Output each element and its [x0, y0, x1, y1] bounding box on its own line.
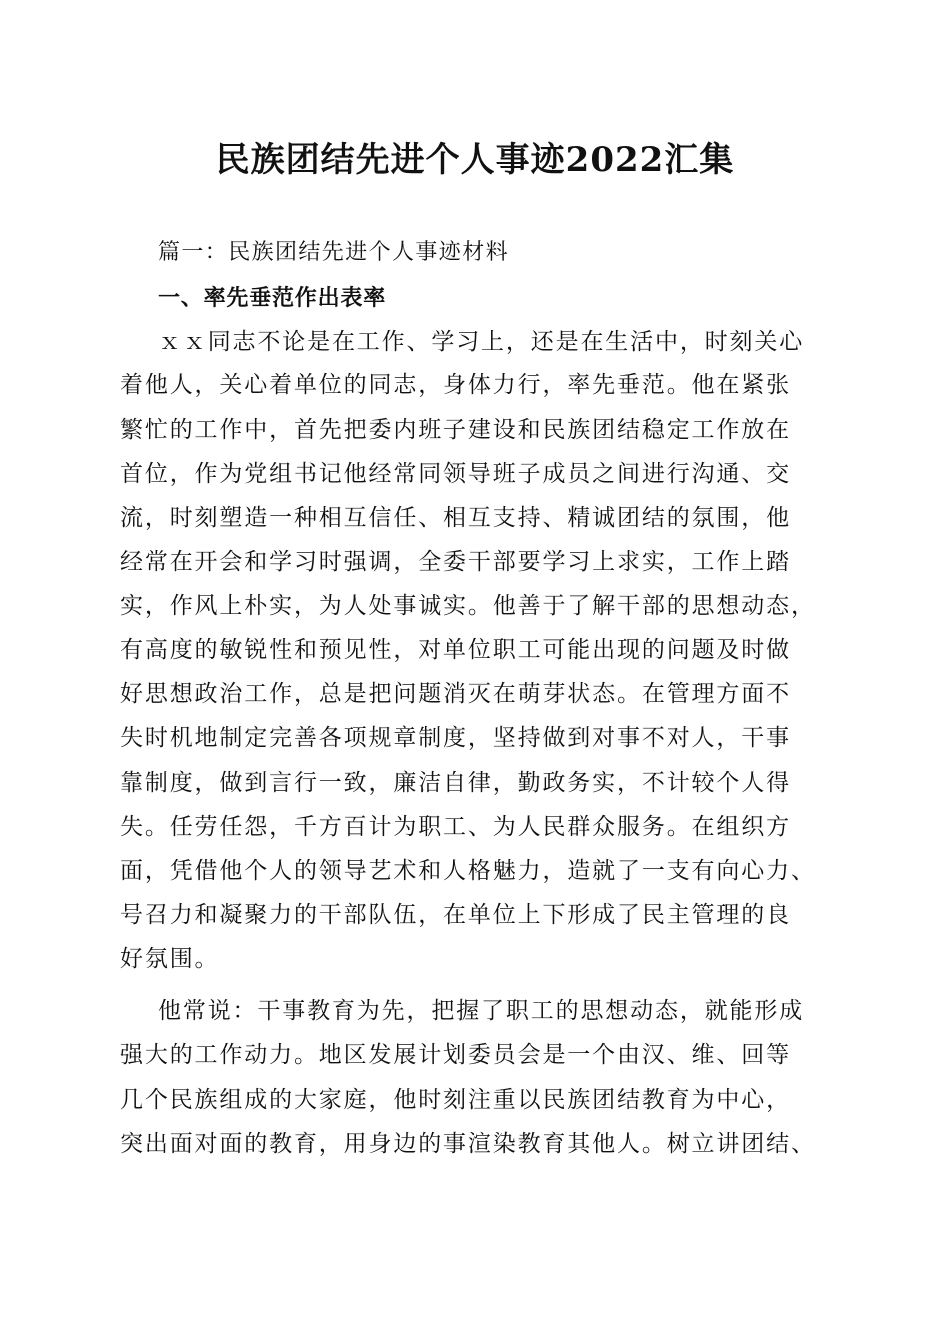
paragraph-line: 强大的工作动力。地区发展计划委员会是一个由汉、维、回等	[120, 1042, 791, 1068]
paragraph-line: 面，凭借他个人的领导艺术和人格魅力，造就了一支有向心力、	[120, 858, 816, 884]
paragraph-line: 首位，作为党组书记他经常同领导班子成员之间进行沟通、交	[120, 461, 791, 487]
paragraph-line: 突出面对面的教育，用身边的事渲染教育其他人。树立讲团结、	[120, 1131, 816, 1157]
paragraph-line: 有高度的敏锐性和预见性，对单位职工可能出现的问题及时做	[120, 637, 791, 663]
paragraph-line: 他常说：干事教育为先，把握了职工的思想动态，就能形成	[158, 998, 805, 1024]
paragraph-line: 失。任劳任怨，千方百计为职工、为人民群众服务。在组织方	[120, 814, 791, 840]
paragraph-line: 繁忙的工作中，首先把委内班子建设和民族团结稳定工作放在	[120, 417, 791, 443]
paragraph-line: 好氛围。	[120, 946, 220, 972]
paragraph-line: 号召力和凝聚力的干部队伍，在单位上下形成了民主管理的良	[120, 902, 791, 928]
paragraph-line: ｘｘ同志不论是在工作、学习上，还是在生活中，时刻关心	[158, 329, 805, 355]
paragraph-line: 流，时刻塑造一种相互信任、相互支持、精诚团结的氛围，他	[120, 505, 791, 531]
paragraph-line: 靠制度，做到言行一致，廉洁自律，勤政务实，不计较个人得	[120, 770, 791, 796]
paragraph-line: 几个民族组成的大家庭，他时刻注重以民族团结教育为中心，	[120, 1087, 791, 1113]
paragraph-line: 着他人，关心着单位的同志，身体力行，率先垂范。他在紧张	[120, 372, 791, 398]
paragraph-line: 好思想政治工作，总是把问题消灭在萌芽状态。在管理方面不	[120, 681, 791, 707]
document-title: 民族团结先进个人事迹2022汇集	[215, 140, 735, 180]
paragraph-line: 失时机地制定完善各项规章制度，坚持做到对事不对人，干事	[120, 725, 791, 751]
article-subtitle: 篇一：民族团结先进个人事迹材料	[158, 240, 510, 265]
paragraph-line: 实，作风上朴实，为人处事诚实。他善于了解干部的思想动态，	[120, 593, 816, 619]
section-heading: 一、率先垂范作出表率	[158, 286, 387, 311]
paragraph-line: 经常在开会和学习时强调，全委干部要学习上求实，工作上踏	[120, 549, 791, 575]
